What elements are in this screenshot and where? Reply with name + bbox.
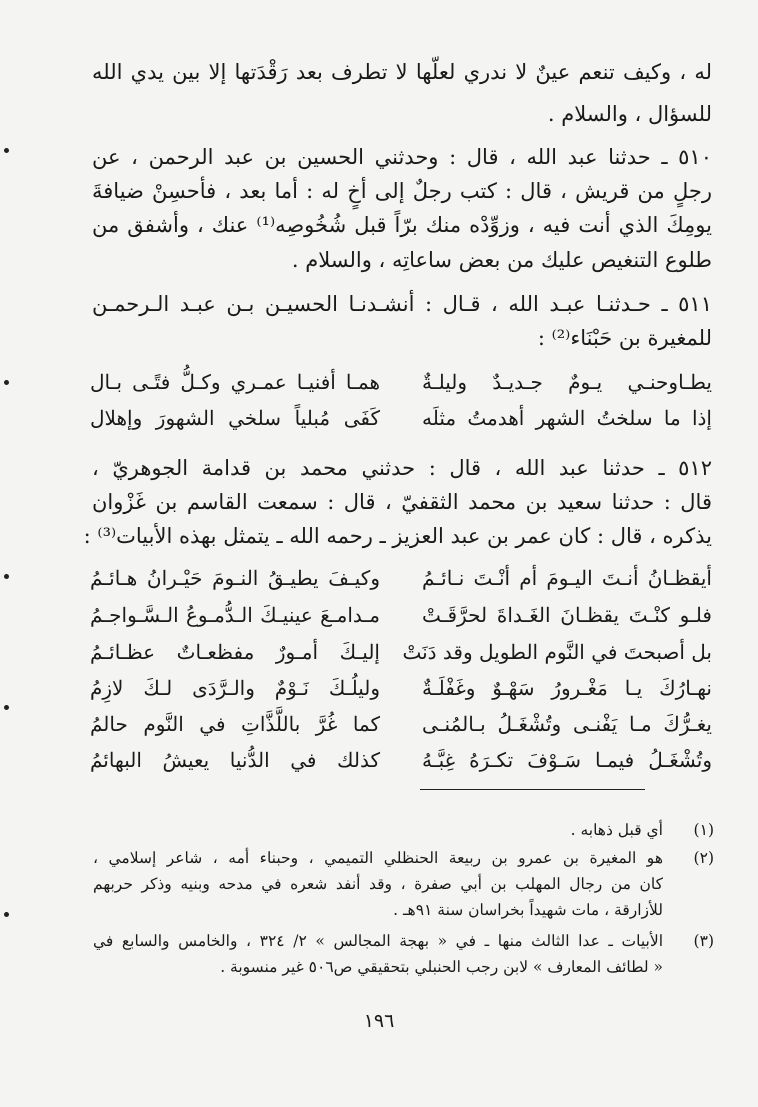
verse-second-hemistich: همـا أفنيـا عمـري وكـلُّ فتًـى بـال — [90, 370, 380, 394]
verse-first-hemistich: بل أصبحتَ في النَّوم الطويل وقد دَنَتْ — [402, 640, 712, 664]
margin-dot — [4, 380, 9, 385]
verse-second-hemistich: وليلُـكَ نَـوْمٌ والـرَّدَى لـكَ لازِمُ — [90, 676, 380, 700]
text-line: ٥١٢ ـ حدثنا عبد الله ، قال : حدثني محمد بن قدامة الجوهريّ ، — [92, 456, 712, 480]
verse-second-hemistich: وكيـفَ يطيـقُ النـومَ حَيْـرانُ هـائـمُ — [90, 566, 380, 590]
verse-second-hemistich: كما غُرَّ باللَّذَّاتِ في النَّوم حالمُ — [90, 712, 380, 736]
text-line: للمغيرة بن حَبْنَاء⁽²⁾ : — [537, 326, 712, 350]
verse-first-hemistich: يغـرُّكَ مـا يَفْنـى وتُشْغَـلُ بـالمُنـى — [422, 712, 712, 736]
text-line: طلوع التنغيص عليك من بعض ساعاتِه ، والسلام . — [291, 248, 712, 272]
margin-dot — [4, 574, 9, 579]
footnote-text: كان من رجال المهلب بن أبي صفرة ، وقد أنفد شعره في مدحه وبنيه وذكر حربهم — [93, 875, 663, 893]
footnote-text: للأزارقة ، مات شهيداً بخراسان سنة ٩١هـ . — [393, 901, 663, 919]
footnote-text: « لطائف المعارف » لابن رجب الحنبلي بتحقيقي ص٥٠٦ غير منسوبة . — [220, 958, 663, 976]
text-line: يومِكَ الذي أنت فيه ، وزوِّدْه منك برّاً قبل شُخُوصِه⁽¹⁾ عنك ، وأشفق من — [92, 213, 712, 237]
verse-second-hemistich: إليـكَ أمـورٌ مفظعـاتٌ عظـائـمُ — [90, 640, 380, 664]
margin-dot — [4, 148, 9, 153]
footnote-number: (٢) — [693, 849, 714, 867]
footnote-divider — [420, 789, 645, 790]
footnote-text: الأبيات ـ عدا الثالث منها ـ في « بهجة المجالس » ٢/ ٣٢٤ ، والخامس والسابع في — [93, 932, 663, 950]
footnote-number: (١) — [693, 821, 714, 839]
text-line: قال : حدثنا سعيد بن محمد الثقفيّ ، قال : سمعت القاسم بن غَزْوان — [92, 490, 712, 514]
verse-first-hemistich: إذا ما سلختُ الشهر أهدمتُ مثلَه — [422, 406, 712, 430]
text-line: ٥١١ ـ حـدثنـا عبـد الله ، قـال : أنشـدنـا الحسيـن بـن عبـد الـرحمـن — [92, 292, 712, 316]
footnote-text: أي قبل ذهابه . — [570, 821, 663, 839]
verse-second-hemistich: كذلك في الدُّنيا يعيشُ البهائمُ — [90, 748, 380, 772]
text-line: له ، وكيف تنعم عينٌ لا ندري لعلّها لا تطرف بعد رَقْدَتها إلا بين يدي الله — [92, 60, 712, 84]
page-number: ١٩٦ — [363, 1010, 395, 1032]
verse-first-hemistich: يطـاوحنـي يـومٌ جـديـدٌ وليلـةٌ — [422, 370, 712, 394]
text-line: ٥١٠ ـ حدثنا عبد الله ، قال : وحدثني الحسين بن عبد الرحمن ، عن — [92, 145, 712, 169]
verse-first-hemistich: وتُشْغَـلُ فيمـا سَـوْفَ تكـرَهُ غِبَّـهُ — [422, 748, 712, 772]
text-line: يذكره ، قال : كان عمر بن عبد العزيز ـ رحمه الله ـ يتمثل بهذه الأبيات⁽³⁾ : — [83, 524, 712, 548]
verse-first-hemistich: أيقظـانُ أنـتَ اليـومَ أم أنْـتَ نـائـمُ — [422, 566, 712, 590]
text-line: رجلٍ من قريش ، قال : كتب رجلٌ إلى أخٍ له : أما بعد ، فأحسِنْ ضيافةَ — [92, 179, 712, 203]
text-line: للسؤال ، والسلام . — [547, 102, 712, 126]
footnote-number: (٣) — [693, 932, 714, 950]
verse-first-hemistich: فلـو كنْـتَ يقظـانَ الغَـداةَ لحرَّقَـتْ — [422, 603, 712, 627]
verse-second-hemistich: كَفَى مُبلياً سلخي الشهورَ وإهلال — [90, 406, 380, 430]
margin-dot — [4, 912, 9, 917]
margin-dot — [4, 705, 9, 710]
footnote-text: هو المغيرة بن عمرو بن ربيعة الحنظلي التميمي ، وحبناء أمه ، شاعر إسلامي ، — [93, 849, 663, 867]
verse-second-hemistich: مـدامـعَ عينيـكَ الـدُّمـوعُ الـسَّـواجـمُ — [90, 603, 380, 627]
verse-first-hemistich: نهـارُكَ يـا مَغْـرورُ سَهْـوٌ وغَفْلَـةٌ — [422, 676, 712, 700]
